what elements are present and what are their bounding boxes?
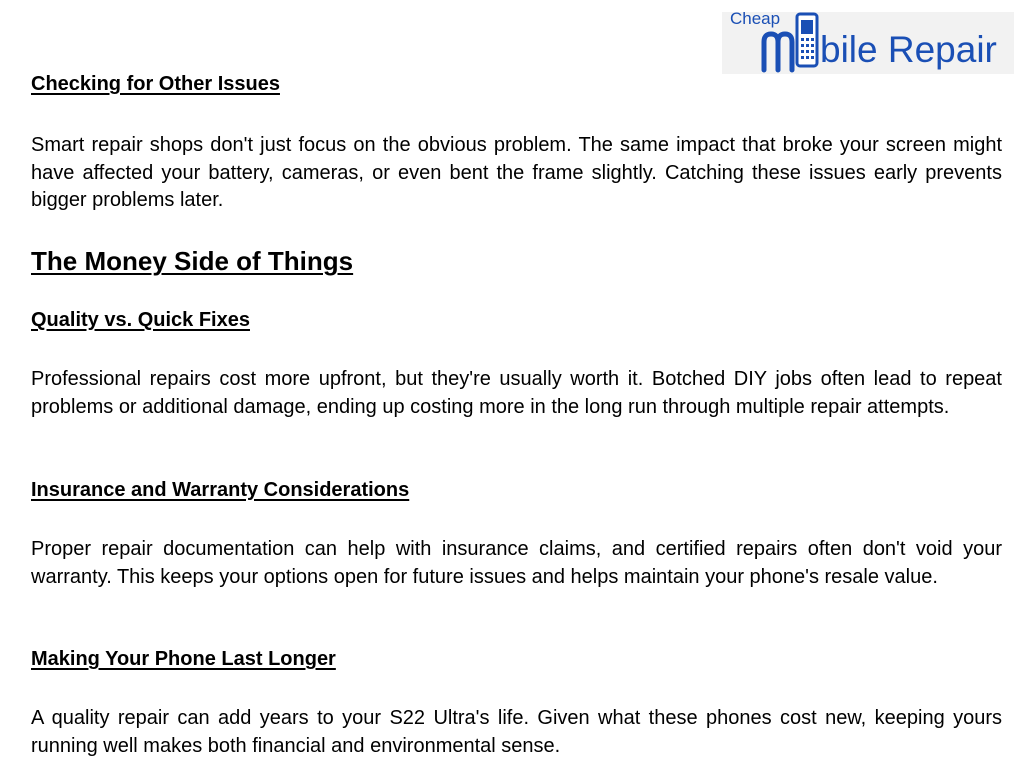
paragraph-quality: Professional repairs cost more upfront, but they're usually worth it. Botched DIY jobs often lead to repeat problems or additional damage, ending up costing more in the long run through multiple repair attempts. xyxy=(31,368,1002,418)
phone-icon xyxy=(797,14,817,66)
paragraph-insurance: Proper repair documentation can help with insurance claims, and certified repairs often don't void your warranty. This keeps your options open for future issues and helps maintain your phone's resale value. xyxy=(31,538,1002,588)
paragraph-other-issues: Smart repair shops don't just focus on the obvious problem. The same impact that broke your screen might have affected your battery, cameras, or even bent the frame slightly. Catching these issues early prevents bigger problems later. xyxy=(31,134,1002,211)
logo-small-text: Cheap xyxy=(730,12,781,28)
heading-phone-last-longer: Making Your Phone Last Longer xyxy=(31,648,336,670)
heading-other-issues: Checking for Other Issues xyxy=(31,73,280,95)
heading-insurance-warranty: Insurance and Warranty Considerations xyxy=(31,479,410,501)
site-logo[interactable] xyxy=(722,12,1014,74)
paragraph-last-longer: A quality repair can add years to your S22 Ultra's life. Given what these phones cost new, keeping yours running well makes both financial and environmental sense. xyxy=(31,707,1002,757)
logo-graphic xyxy=(722,12,1014,74)
logo-m-letter xyxy=(764,34,792,70)
logo-main-text: bile Repair xyxy=(820,29,997,70)
heading-money-side: The Money Side of Things xyxy=(31,246,354,276)
heading-quality-vs-quick: Quality vs. Quick Fixes xyxy=(31,309,250,331)
